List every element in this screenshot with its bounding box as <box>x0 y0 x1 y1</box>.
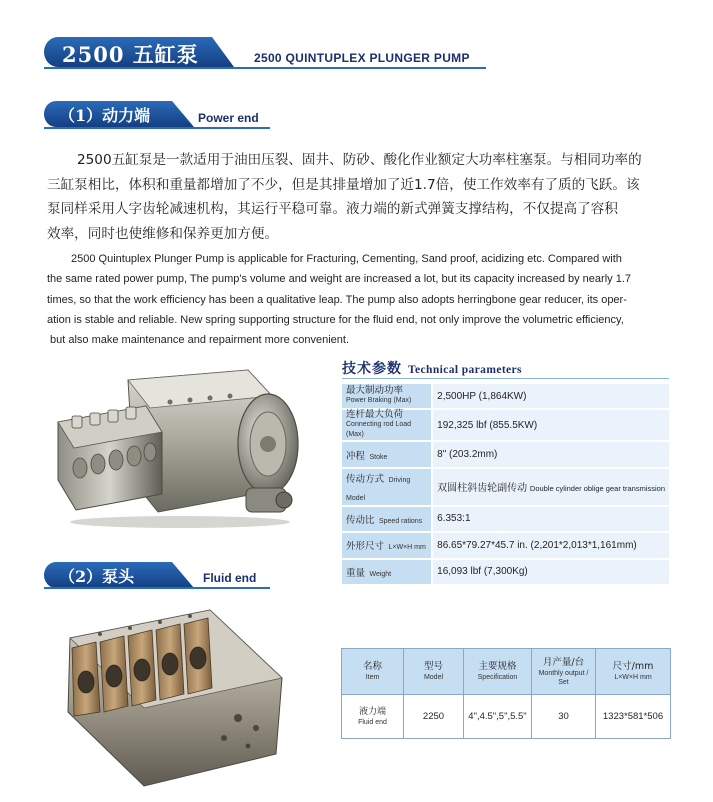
description-en-line: ation is stable and reliable. New spring supporting structure for the fluid end, not only improve the volumetric efficiency, <box>47 313 624 326</box>
title-underline <box>44 67 486 69</box>
page-title: 2500 五缸泵 <box>62 42 199 67</box>
column-header-cn: 主要规格 <box>478 661 517 672</box>
table-row <box>342 384 669 408</box>
tech-params-table <box>342 382 669 586</box>
param-value: 8" (203.2mm) <box>433 442 669 466</box>
column-header-en: Item <box>365 674 380 681</box>
column-header-en: Specification <box>477 674 518 681</box>
section-header-power-end <box>44 101 194 127</box>
cell-spec: 4",4.5",5",5.5" <box>464 695 532 739</box>
description-cn <box>47 148 677 246</box>
cell-model: 2250 <box>404 695 464 739</box>
param-key <box>342 533 433 557</box>
table-row <box>342 442 669 466</box>
param-value: 86.65*79.27*45.7 in. (2,201*2,013*1,161mm) <box>433 533 669 557</box>
column-header-cn: 型号 <box>423 661 443 672</box>
cell-size: 1323*581*506 <box>596 695 671 739</box>
section-title-power-end: （1）动力端 <box>59 106 151 125</box>
param-key-cn: 传动比 <box>346 514 375 526</box>
tech-params-title-en: Technical parameters <box>408 364 522 376</box>
section-title-fluid-end-en: Fluid end <box>203 571 257 585</box>
section-header-fluid-end <box>44 562 194 588</box>
power-end-pump-image <box>50 362 302 530</box>
table-row <box>342 469 669 505</box>
param-key-en: Weight <box>369 570 392 578</box>
param-key <box>342 384 433 408</box>
param-value: 2,500HP (1,864KW) <box>433 384 669 408</box>
cell-item <box>342 695 404 739</box>
cell-output: 30 <box>532 695 596 739</box>
column-header <box>464 649 532 695</box>
param-key-en: Stoke <box>369 453 388 461</box>
param-key-en: Connecting rod Load (Max) <box>346 421 411 439</box>
description-en <box>47 249 687 350</box>
cell-item-en: Fluid end <box>358 718 387 726</box>
section-title-fluid-end: （2）泵头 <box>59 567 135 586</box>
section-title-power-end-en: Power end <box>198 111 259 125</box>
column-header-en: Model <box>423 674 444 681</box>
param-value: 16,093 lbf (7,300Kg) <box>433 560 669 584</box>
param-value: 192,325 lbf (855.5KW) <box>433 410 669 440</box>
fluid-end-image <box>60 608 285 788</box>
column-header <box>532 649 596 695</box>
column-header-cn: 月产量/台 <box>542 656 585 668</box>
param-key-cn: 连杆最大负荷 <box>346 409 404 421</box>
page-title-en: 2500 QUINTUPLEX PLUNGER PUMP <box>254 51 470 65</box>
param-key-en: L×W×H mm <box>388 544 426 552</box>
description-en-line: times, so that the work efficiency has been a qualitative leap. The pump also adopts herringbone gear reducer, its oper- <box>47 293 627 306</box>
table-row <box>342 695 671 739</box>
param-key-cn: 最大制动功率 <box>346 385 404 397</box>
tech-params-rule <box>342 378 669 379</box>
table-row <box>342 507 669 531</box>
param-key <box>342 560 433 584</box>
param-key-cn: 冲程 <box>346 450 366 462</box>
section-underline <box>44 587 270 589</box>
fluid-end-table <box>341 648 671 739</box>
table-row <box>342 410 669 440</box>
param-value <box>433 469 669 505</box>
table-row <box>342 560 669 584</box>
description-cn-line: 三缸泵相比，体积和重量都增加了不少，但是其排量增加了近1.7倍，使工作效率有了质的飞跃。该 <box>47 176 640 193</box>
param-key-en: Speed rations <box>378 517 423 525</box>
column-header-cn: 尺寸/mm <box>612 661 654 672</box>
cell-item-cn: 液力端 <box>358 706 386 717</box>
section-underline <box>44 127 270 129</box>
description-en-line: the same rated power pump, The pump's volume and weight are increased a lot, but its capacity increased by nearly 1.7 <box>47 273 631 286</box>
table-row <box>342 533 669 557</box>
param-value: 6.353:1 <box>433 507 669 531</box>
tech-params-title <box>342 358 522 378</box>
param-key-en: Power Braking (Max) <box>346 397 412 405</box>
param-key-cn: 外形尺寸 <box>346 541 385 553</box>
param-value-cn: 双圆柱斜齿轮副传动 <box>437 483 528 495</box>
param-key-cn: 传动方式 <box>346 473 385 485</box>
column-header <box>404 649 464 695</box>
description-cn-line: 2500五缸泵是一款适用于油田压裂、固井、防砂、酸化作业额定大功率柱塞泵。与相同功率的 <box>77 152 642 168</box>
column-header <box>342 649 404 695</box>
description-cn-line: 泵同样采用人字齿轮减速机构，其运行平稳可靠。液力端的新式弹簧支撑结构，不仅提高了容积 <box>47 201 618 217</box>
param-key <box>342 410 433 440</box>
column-header-cn: 名称 <box>362 661 382 672</box>
column-header-en: Monthly output / Set <box>538 669 589 686</box>
param-value-en: Double cylinder oblige gear transmission <box>529 484 665 494</box>
param-key-en: Driving Model <box>346 476 411 502</box>
column-header-en: L×W×H mm <box>614 674 652 681</box>
title-banner <box>44 37 234 67</box>
column-header <box>596 649 671 695</box>
param-key-cn: 重量 <box>346 567 366 579</box>
table-header-row <box>342 649 671 695</box>
description-cn-line: 效率，同时也使维修和保养更加方便。 <box>47 225 279 242</box>
param-key <box>342 507 433 531</box>
description-en-line: but also make maintenance and repairment more convenient. <box>50 334 350 347</box>
param-key <box>342 469 433 505</box>
param-key <box>342 442 433 466</box>
tech-params-title-cn: 技术参数 <box>342 361 402 377</box>
description-en-line: 2500 Quintuplex Plunger Pump is applicable for Fracturing, Cementing, Sand proof, acidizing etc. Compared with <box>71 253 622 265</box>
